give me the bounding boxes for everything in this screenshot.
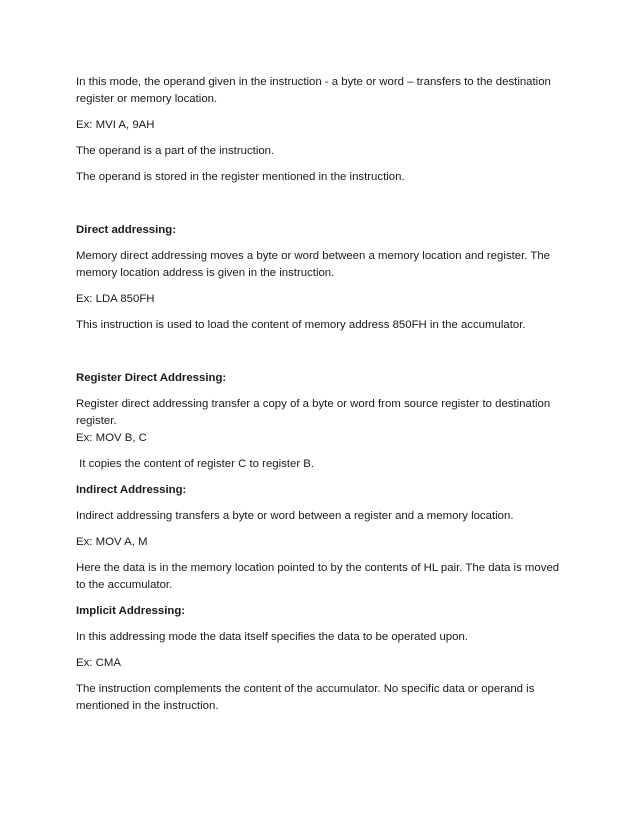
register-direct-description: Register direct addressing transfer a copy of a byte or word from source register to destination register. — [76, 398, 551, 427]
indirect-addressing-description: Indirect addressing transfers a byte or word between a register and a memory location. — [76, 510, 514, 522]
indirect-addressing-heading: Indirect Addressing: — [76, 484, 187, 496]
implicit-addressing-example: Ex: CMA — [76, 657, 121, 669]
implicit-addressing-heading: Implicit Addressing: — [76, 605, 186, 617]
register-direct-example: Ex: MOV B, C — [76, 432, 147, 444]
indirect-addressing-example: Ex: MOV A, M — [76, 536, 148, 548]
intro-example: Ex: MVI A, 9AH — [76, 119, 155, 131]
direct-addressing-heading: Direct addressing: — [76, 224, 177, 236]
intro-note-2: The operand is stored in the register mentioned in the instruction. — [76, 171, 405, 183]
document-body — [76, 74, 566, 724]
direct-addressing-description: Memory direct addressing moves a byte or word between a memory location and register. The memory location address is given in the instruction. — [76, 250, 550, 279]
register-direct-heading: Register Direct Addressing: — [76, 372, 227, 384]
implicit-addressing-description: In this addressing mode the data itself specifies the data to be operated upon. — [76, 631, 468, 643]
intro-note-1: The operand is a part of the instruction. — [76, 145, 275, 157]
register-direct-explanation: It copies the content of register C to register B. — [76, 458, 315, 470]
direct-addressing-explanation: This instruction is used to load the content of memory address 850FH in the accumulator. — [76, 319, 526, 331]
indirect-addressing-explanation: Here the data is in the memory location pointed to by the contents of HL pair. The data is moved to the accumulator. — [76, 562, 560, 591]
implicit-addressing-explanation: The instruction complements the content of the accumulator. No specific data or operand is mentioned in the instruction. — [76, 683, 535, 712]
intro-paragraph: In this mode, the operand given in the instruction - a byte or word – transfers to the destination register or memory location. — [76, 76, 551, 105]
direct-addressing-example: Ex: LDA 850FH — [76, 293, 155, 305]
